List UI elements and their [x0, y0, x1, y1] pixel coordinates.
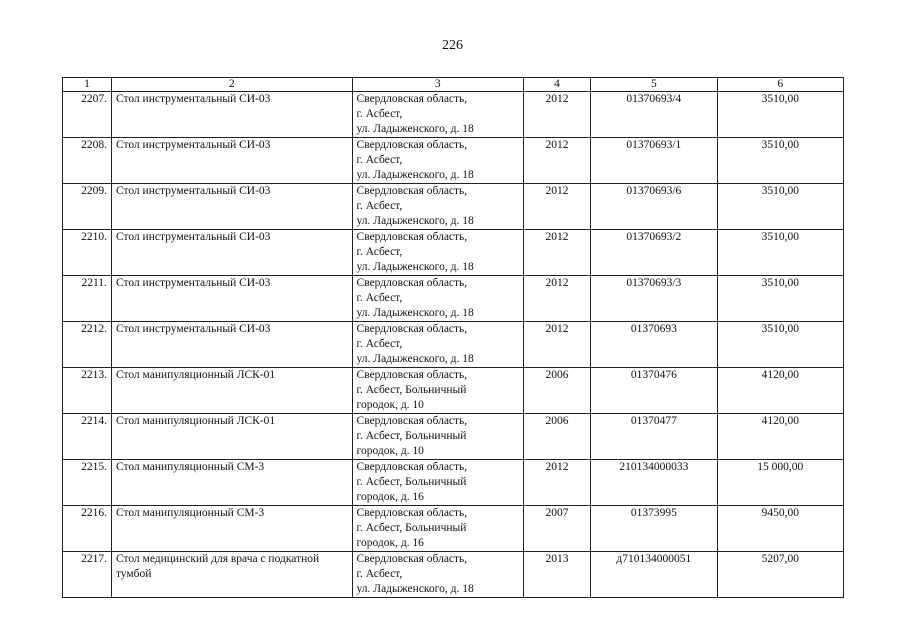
amount-cell: 3510,00 [717, 276, 843, 322]
address-line: Свердловская область, [356, 139, 468, 151]
address-line: г. Асбест, Больничный [356, 430, 467, 442]
table-row [63, 414, 844, 460]
address-line: г. Асбест, [356, 154, 403, 166]
row-number-cell: 2210. [63, 230, 112, 276]
amount-cell: 15 000,00 [717, 460, 843, 506]
row-number-cell: 2214. [63, 414, 112, 460]
address-line: Свердловская область, [356, 231, 468, 243]
table-row [63, 230, 844, 276]
row-number-cell: 2217. [63, 552, 112, 598]
year-cell: 2006 [523, 368, 590, 414]
address-cell [352, 230, 523, 276]
amount-cell: 3510,00 [717, 322, 843, 368]
inventory-code-cell: 01370476 [591, 368, 717, 414]
inventory-table [62, 77, 844, 598]
address-line: Свердловская область, [356, 93, 468, 105]
address-line: г. Асбест, [356, 338, 403, 350]
address-line: Свердловская область, [356, 185, 468, 197]
year-cell: 2006 [523, 414, 590, 460]
year-cell: 2012 [523, 460, 590, 506]
inventory-code-cell: 01370693/4 [591, 92, 717, 138]
address-line: г. Асбест, Больничный [356, 384, 467, 396]
item-name-cell: Стол инструментальный СИ-03 [111, 322, 352, 368]
item-name-cell: Стол инструментальный СИ-03 [111, 92, 352, 138]
address-line: Свердловская область, [356, 277, 468, 289]
inventory-code-cell: 01370693/6 [591, 184, 717, 230]
address-line: городок, д. 16 [356, 491, 424, 503]
year-cell: 2012 [523, 184, 590, 230]
address-line: городок, д. 16 [356, 537, 424, 549]
year-cell: 2012 [523, 230, 590, 276]
row-number-cell: 2209. [63, 184, 112, 230]
row-number-cell: 2211. [63, 276, 112, 322]
row-number-cell: 2208. [63, 138, 112, 184]
address-line: городок, д. 10 [356, 445, 424, 457]
address-line: Свердловская область, [356, 323, 468, 335]
inventory-code-cell: 01370477 [591, 414, 717, 460]
address-line: ул. Ладыженского, д. 18 [356, 123, 474, 135]
table-row [63, 184, 844, 230]
amount-cell: 3510,00 [717, 92, 843, 138]
address-line: г. Асбест, Больничный [356, 476, 467, 488]
year-cell: 2012 [523, 138, 590, 184]
table-row [63, 276, 844, 322]
address-line: ул. Ладыженского, д. 18 [356, 261, 474, 273]
column-header: 1 [63, 78, 112, 92]
address-line: ул. Ладыженского, д. 18 [356, 215, 474, 227]
inventory-code-cell: 01370693/1 [591, 138, 717, 184]
year-cell: 2012 [523, 322, 590, 368]
address-line: г. Асбест, [356, 246, 403, 258]
table-header-row [63, 78, 844, 92]
address-cell [352, 552, 523, 598]
item-name-cell: Стол инструментальный СИ-03 [111, 230, 352, 276]
address-line: городок, д. 10 [356, 399, 424, 411]
table-row [63, 322, 844, 368]
table-row [63, 506, 844, 552]
column-header: 4 [523, 78, 590, 92]
address-line: г. Асбест, [356, 292, 403, 304]
inventory-code-cell: 01370693/2 [591, 230, 717, 276]
amount-cell: 4120,00 [717, 368, 843, 414]
column-header: 5 [591, 78, 717, 92]
address-line: Свердловская область, [356, 507, 468, 519]
amount-cell: 3510,00 [717, 230, 843, 276]
address-cell [352, 276, 523, 322]
row-number-cell: 2215. [63, 460, 112, 506]
row-number-cell: 2213. [63, 368, 112, 414]
column-header: 6 [717, 78, 843, 92]
item-name-cell: Стол манипуляционный СМ-3 [111, 506, 352, 552]
address-line: г. Асбест, [356, 200, 403, 212]
address-line: Свердловская область, [356, 553, 468, 565]
address-cell [352, 92, 523, 138]
column-header: 2 [111, 78, 352, 92]
address-cell [352, 184, 523, 230]
row-number-cell: 2207. [63, 92, 112, 138]
amount-cell: 3510,00 [717, 138, 843, 184]
address-cell [352, 414, 523, 460]
address-line: ул. Ладыженского, д. 18 [356, 307, 474, 319]
amount-cell: 3510,00 [717, 184, 843, 230]
amount-cell: 5207,00 [717, 552, 843, 598]
address-line: г. Асбест, [356, 568, 403, 580]
address-line: Свердловская область, [356, 415, 468, 427]
table-row [63, 138, 844, 184]
item-name-cell: Стол инструментальный СИ-03 [111, 138, 352, 184]
address-cell [352, 460, 523, 506]
page-number: 226 [442, 38, 463, 53]
item-name-cell: Стол медицинский для врача с подкатной тумбой [111, 552, 352, 598]
row-number-cell: 2212. [63, 322, 112, 368]
item-name-cell: Стол манипуляционный СМ-3 [111, 460, 352, 506]
item-name-cell: Стол инструментальный СИ-03 [111, 276, 352, 322]
address-cell [352, 138, 523, 184]
address-line: ул. Ладыженского, д. 18 [356, 353, 474, 365]
address-line: Свердловская область, [356, 461, 468, 473]
address-line: ул. Ладыженского, д. 18 [356, 583, 474, 595]
inventory-code-cell: 210134000033 [591, 460, 717, 506]
address-line: г. Асбест, Больничный [356, 522, 467, 534]
inventory-code-cell: 01370693/3 [591, 276, 717, 322]
address-cell [352, 368, 523, 414]
amount-cell: 9450,00 [717, 506, 843, 552]
table-row [63, 460, 844, 506]
address-cell [352, 322, 523, 368]
column-header: 3 [352, 78, 523, 92]
address-line: г. Асбест, [356, 108, 403, 120]
row-number-cell: 2216. [63, 506, 112, 552]
year-cell: 2013 [523, 552, 590, 598]
item-name-cell: Стол инструментальный СИ-03 [111, 184, 352, 230]
table-row [63, 552, 844, 598]
address-line: ул. Ладыженского, д. 18 [356, 169, 474, 181]
year-cell: 2012 [523, 92, 590, 138]
inventory-code-cell: 01373995 [591, 506, 717, 552]
address-cell [352, 506, 523, 552]
address-line: Свердловская область, [356, 369, 468, 381]
table-row [63, 368, 844, 414]
amount-cell: 4120,00 [717, 414, 843, 460]
year-cell: 2012 [523, 276, 590, 322]
item-name-cell: Стол манипуляционный ЛСК-01 [111, 368, 352, 414]
inventory-code-cell: д710134000051 [591, 552, 717, 598]
item-name-cell: Стол манипуляционный ЛСК-01 [111, 414, 352, 460]
inventory-code-cell: 01370693 [591, 322, 717, 368]
year-cell: 2007 [523, 506, 590, 552]
table-row [63, 92, 844, 138]
